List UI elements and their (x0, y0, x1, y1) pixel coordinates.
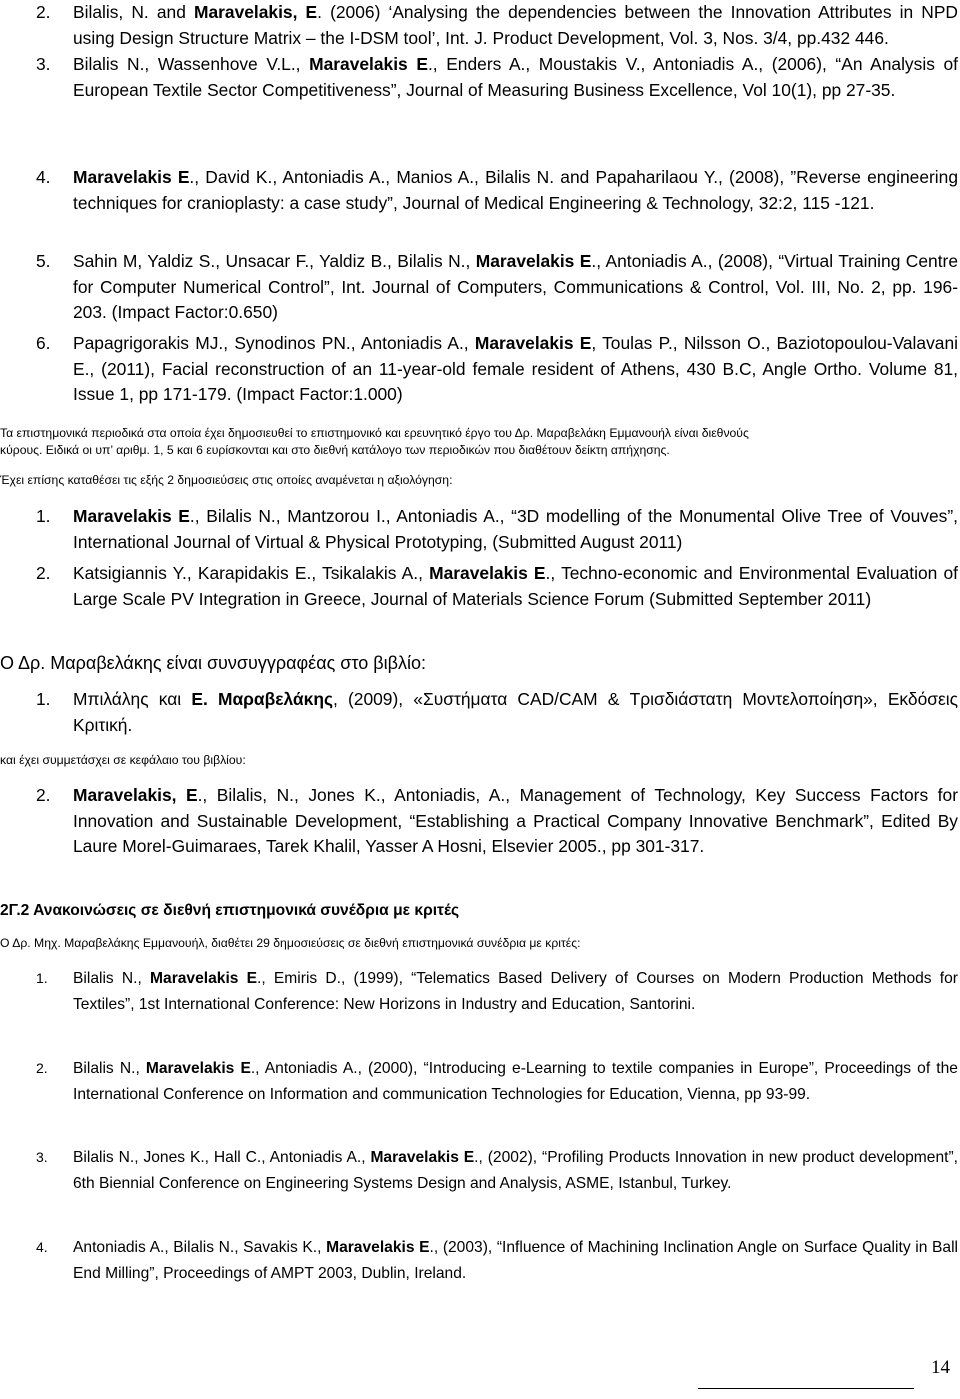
reference-fragment: Bilalis, N. and (73, 2, 194, 22)
page-number: 14 (931, 1357, 950, 1378)
reference-fragment: Bilalis N., Wassenhove V.L., (73, 54, 310, 74)
reference-item (0, 561, 958, 612)
reference-text (73, 966, 958, 1017)
reference-number: 3. (36, 1149, 48, 1165)
reference-number: 2. (36, 2, 51, 22)
reference-item (0, 783, 958, 860)
reference-item (0, 966, 958, 1017)
author-highlight: Maravelakis E (326, 1239, 430, 1256)
journals-note-line-2: κύρους. Ειδικά οι υπ’ αριθμ. 1, 5 και 6 ευρίσκονται και στο διεθνή κατάλογο των περιοδικών που διαθέτουν δείκτη απήχησης. (0, 443, 670, 457)
reference-item (0, 331, 958, 408)
author-highlight: Maravelakis E (309, 54, 428, 74)
reference-fragment: Bilalis N., (73, 970, 151, 987)
reference-number: 1. (36, 689, 51, 709)
footer-rule (698, 1388, 914, 1389)
author-highlight: Maravelakis E (429, 563, 546, 583)
reference-fragment: Antoniadis A., Bilalis N., Savakis K., (73, 1239, 327, 1256)
author-highlight: Maravelakis E (145, 1060, 251, 1077)
reference-item (0, 1235, 958, 1286)
reference-number: 2. (36, 785, 51, 805)
reference-text (73, 1056, 958, 1107)
reference-fragment: Μπιλάλης και (73, 689, 192, 709)
reference-fragment: ., Enders A., Moustakis V., Antoniadis A., (2006), “An Analysis of European Textile Sector Competitiveness”, Journal of Measuring Business Excellence, Vol 10(1), pp 27-35. (73, 54, 958, 100)
reference-fragment: Katsigiannis Y., Karapidakis E., Tsikalakis A., (73, 563, 430, 583)
journals-note-line-1: Τα επιστημονικά περιοδικά στα οποία έχει δημοσιευθεί το επιστημονικό και ερευνητικό έργο του Δρ. Μαραβελάκη Εμμανουήλ είναι διεθνούς (0, 426, 749, 440)
reference-fragment: ., David K., Antoniadis A., Manios A., Bilalis N. and Papaharilaou Y., (2008), ”Reverse engineering techniques for cranioplasty: a case study”, Journal of Medical Engineering & Technology, 32:2, 115 -121. (73, 167, 958, 213)
submitted-note: Έχει επίσης καταθέσει τις εξής 2 δημοσιεύσεις στις οποίες αναμένεται η αξιολόγηση: (0, 473, 453, 487)
reference-fragment: ., Antoniadis A., (2008), “Virtual Training Centre for Computer Numerical Control”, Int. Journal of Computers, Communications & Control, Vol. III, No. 2, pp. 196-203. (Impact Factor:0.650) (73, 251, 958, 323)
author-highlight: Maravelakis E (474, 333, 592, 353)
reference-number: 5. (36, 251, 51, 271)
reference-number: 1. (36, 506, 51, 526)
reference-fragment: ., Antoniadis A., (2000), “Introducing e-Learning to textile companies in Europe”, Proceedings of the International Conference on Information and communication Technologies for Education, Vienna, pp 93-99. (73, 1060, 958, 1103)
book-heading: Ο Δρ. Μαραβελάκης είναι συνσυγγραφέας στο βιβλίο: (0, 653, 426, 673)
reference-fragment: ., Bilalis, N., Jones K., Antoniadis, A., Management of Technology, Key Success Factors for Innovation and Sustainable Development, “Establishing a Practical Company Innovative Benchmark”, Edited By Laure Morel-Guimaraes, Tarek Khalil, Yasser A Hosni, Elsevier 2005., pp 301-317. (73, 785, 958, 857)
reference-item (0, 165, 958, 216)
reference-text (73, 0, 958, 51)
author-highlight: Ε. Μαραβελάκης (191, 689, 333, 709)
reference-text (73, 249, 958, 326)
reference-fragment: . (2006) ‘Analysing the dependencies between the Innovation Attributes in NPD using Design Structure Matrix – the I-DSM tool’, Int. J. Product Development, Vol. 3, Nos. 3/4, pp.432 446. (73, 2, 958, 48)
reference-fragment: Papagrigorakis MJ., Synodinos PN., Antoniadis A., (73, 333, 475, 353)
reference-fragment: ., (2003), “Influence of Machining Inclination Angle on Surface Quality in Ball End Milling”, Proceedings of AMPT 2003, Dublin, Ireland. (73, 1239, 958, 1282)
reference-fragment: Bilalis N., (73, 1060, 146, 1077)
reference-fragment: ., Emiris D., (1999), “Telematics Based Delivery of Courses on Modern Production Methods for Textiles”, 1st International Conference: New Horizons in Industry and Education, Santorini. (73, 970, 958, 1013)
reference-number: 2. (36, 1060, 48, 1076)
author-highlight: Maravelakis E (370, 1149, 475, 1166)
reference-fragment: Bilalis N., Jones K., Hall C., Antoniadis A., (73, 1149, 371, 1166)
reference-item (0, 249, 958, 326)
reference-item (0, 52, 958, 103)
reference-text (73, 1235, 958, 1286)
reference-text (73, 331, 958, 408)
reference-fragment: , (2009), «Συστήματα CAD/CAM & Τρισδιάστατη Μοντελοποίηση», Εκδόσεις Κριτική. (73, 689, 958, 735)
reference-text (73, 504, 958, 555)
reference-item (0, 687, 958, 738)
chapter-note: και έχει συμμετάσχει σε κεφάλαιο του βιβλίου: (0, 753, 246, 767)
reference-fragment: Sahin M, Yaldiz S., Unsacar F., Yaldiz B., Bilalis N., (73, 251, 476, 271)
reference-number: 6. (36, 333, 51, 353)
reference-number: 1. (36, 970, 48, 986)
author-highlight: Maravelakis E (150, 970, 258, 987)
reference-fragment: , Toulas P., Nilsson O., Baziotopoulou-Valavani E., (2011), Facial reconstruction of an 11-year-old female resident of Athens, 430 B.C, Angle Ortho. Volume 81, Issue 1, pp 171-179. (Impact Factor:1.000) (73, 333, 958, 405)
reference-number: 4. (36, 167, 51, 187)
reference-text (73, 783, 958, 860)
author-highlight: Maravelakis E (73, 167, 190, 187)
author-highlight: Maravelakis E (475, 251, 592, 271)
reference-item (0, 504, 958, 555)
reference-item (0, 1145, 958, 1196)
author-highlight: Maravelakis, E (73, 785, 198, 805)
author-highlight: Maravelakis E (73, 506, 190, 526)
reference-text (73, 1145, 958, 1196)
reference-text (73, 52, 958, 103)
reference-item (0, 0, 958, 51)
reference-fragment: ., Bilalis N., Mantzorou I., Antoniadis A., “3D modelling of the Monumental Olive Tree of Vouves”, International Journal of Virtual & Physical Prototyping, (Submitted August 2011) (73, 506, 958, 552)
reference-number: 2. (36, 563, 51, 583)
reference-item (0, 1056, 958, 1107)
reference-number: 4. (36, 1239, 48, 1255)
reference-text (73, 687, 958, 738)
reference-fragment: ., Techno-economic and Environmental Evaluation of Large Scale PV Integration in Greece, Journal of Materials Science Forum (Submitted September 2011) (73, 563, 958, 609)
reference-fragment: ., (2002), “Profiling Products Innovation in new product development”, 6th Biennial Conference on Engineering Systems Design and Analysis, ASME, Istanbul, Turkey. (73, 1149, 958, 1192)
reference-number: 3. (36, 54, 51, 74)
section-heading: 2Γ.2 Ανακοινώσεις σε διεθνή επιστημονικά συνέδρια με κριτές (0, 902, 460, 919)
author-highlight: Maravelakis, E (193, 2, 318, 22)
reference-text (73, 561, 958, 612)
reference-text (73, 165, 958, 216)
section-note: Ο Δρ. Μηχ. Μαραβελάκης Εμμανουήλ, διαθέτει 29 δημοσιεύσεις σε διεθνή επιστημονικά συνέδρια με κριτές: (0, 936, 581, 950)
